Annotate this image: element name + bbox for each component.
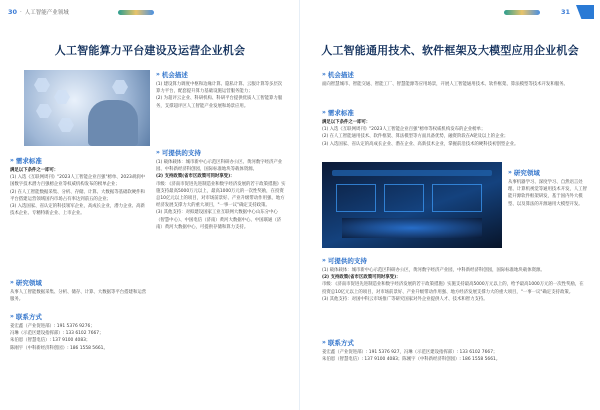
contact-line: 陈刚宇（中科新经济科创园）: 186 1558 5661。 [10,345,108,351]
right-page-number: 31 [560,8,570,16]
support-item: (2) 支持政策(省市区政策可同时享受)： [156,174,235,180]
need-item: (3) 入选国家、省认定的科技领军企业，高成长企业，潜力企业、高新技术企业、专精特新企业、上市企业。 [10,204,145,217]
left-contact-text [10,323,148,352]
left-header-decoration [118,10,154,15]
chevron-right-icon: » [10,313,14,320]
left-header-sep: · [20,9,22,15]
left-research-section [10,278,148,303]
contact-line: 朱伯恩（智慧电信）: 137 9100 4083； [10,338,91,344]
right-support-text [322,267,584,303]
right-contact-text [322,349,584,363]
need-item: 满足以下条件之一即可： [322,120,371,125]
left-opportunity-heading: » 机会描述 [156,71,188,79]
right-support-heading: » 可提供的支持 [322,257,367,265]
chevron-right-icon: » [10,157,14,164]
need-item: (1) 入选《互联网周刊》"2023人工智能企业百强"榜单、2023胡润中国数字技术潜力百强榜企业等权威机构发布的榜单企业； [10,175,145,188]
need-item: (2) 在人工智能数据采集、分析、存储、计算、大数据等基础软硬件和平台搭建运营领域国内市场占有率达到前五的企业； [10,189,145,202]
left-opportunity-text [156,81,286,110]
right-page [300,0,600,410]
left-contact-section [10,312,148,352]
left-support-text [156,159,286,231]
left-page-title: 人工智能算力平台建设及运营企业机会 [54,44,246,57]
left-research-heading: » 研究领域 [10,279,42,287]
contact-line: 姜宏鑫（产业促进部）: 191 5376 927，冯琳（示范区建设指挥部）: 133 6102 7667； [322,350,498,355]
opp-item: (1) 建设算力调度中枢和边缘计算、隐私计算、云服计算等多层次算力平台，配套提升算力基础设施运营服务能力； [156,82,283,95]
left-research-text: 从事人工智能数据采集、分析、储存、计算、大数据等平台搭建和运营服务。 [10,290,147,303]
contact-line: 姜宏鑫（产业促进部）: 191 5376 9276； [10,324,95,329]
chevron-right-icon: » [322,71,326,78]
support-item: 市级：《济南市促进先进制造业和数字经济发展的若干政策措施》实施支持最高5000万元以上的，给予最高1000万元的一次性奖励，在投资总10亿元以上的项目，对市场前景好、产业升级带动作用强、地方经济发展支撑力大的重大项目，"一事一议"确定支持政策。 [322,282,584,295]
left-support-section [156,148,286,231]
hex-decoration [54,90,70,104]
left-need-text [10,167,148,217]
corner-tag-decoration [576,5,594,19]
support-item: (1) 载体载体：城市新中心示范区科研办公区、黄河数字经济产业园、中科新经济科创园，国际标准地块等载体资源。 [156,160,283,173]
need-item: (2) 在人工智能通用技术、软件框架、算法模型等方面具备优势，融资阶段在A轮及以上的企业； [322,134,509,140]
right-need-section [322,108,584,148]
diagram-box [336,184,376,212]
need-item: 满足以下条件之一即可： [10,168,59,173]
chevron-right-icon: » [322,257,326,264]
contact-line: 冯琳（示范区建设指挥部）: 133 6102 7667； [10,331,104,337]
opp-item: (2) 为超评云企业、科研机构、科研平台提供优质人工智能算力服务，支撑超评区人工智能产业发展和场景应用。 [156,96,283,109]
right-need-text [322,119,584,148]
diagram-box [384,184,424,212]
chevron-right-icon: » [322,339,326,346]
right-contact-heading: » 联系方式 [322,339,354,347]
diagram-bar [332,170,492,176]
right-contact-section [322,338,584,363]
support-item: (1) 载体载体：城市新中心示范区科研办公区，黄河数字经济产业园，中科新经济科创园，国际标准地块载体资源。 [322,268,545,273]
need-item: (3) 入选国家、省认定的高成长企业、潜在企业、高新技术企业，掌握前沿技术的硬科技初创型企业。 [322,141,519,147]
left-page-header [8,8,69,16]
left-need-section [10,156,148,217]
diagram-glow [342,218,482,238]
hex-decoration [112,80,128,94]
right-research-section [508,168,590,208]
right-opportunity-text: 面向智慧城市、智能交通、智能工厂、智慧能源等应用场景，开展人工智能通用技术、软件框架、算法模型等技术开发和服务。 [322,82,568,87]
left-contact-heading: » 联系方式 [10,313,42,321]
support-item: (3) 其他支持：对国中科云市场推广等研究国家对外企业提供人才、技术和智力支持。 [322,296,488,302]
contact-line: 朱伯恩（智慧电信）: 137 9100 4083；陈刚宇（中科新经济科创园）: 186 1558 5661。 [322,357,501,363]
hex-decoration [34,78,50,92]
need-item: (1) 入选《互联网周刊》"2023人工智能企业百强"榜单等权威机构发布的企业榜单； [322,127,486,133]
chevron-right-icon: » [322,109,326,116]
diagram-box [432,184,482,212]
left-page-number: 30 [8,8,18,16]
chevron-right-icon: » [508,169,512,176]
right-research-heading: » 研究领域 [508,169,540,177]
chevron-right-icon: » [156,71,160,78]
chevron-right-icon: » [156,149,160,156]
right-header-decoration [504,10,540,15]
left-opportunity-section [156,70,286,110]
left-header-title: 人工智能产业领域 [24,10,69,16]
right-page-title: 人工智能通用技术、软件框架及大模型应用企业机会 [321,44,579,57]
hand-illustration [88,100,138,146]
left-support-heading: » 可提供的支持 [156,149,201,157]
right-opportunity-section [322,70,584,88]
right-need-heading: » 需求标准 [322,109,354,117]
support-item: (2) 支持政策(省市区政策可同时享受)： [322,275,401,281]
hex-decoration [36,104,52,118]
right-research-text: 从事机器学习、深度学习、自然语言处理、计算机视觉等通用技术开发，人工智能开源软件框架研发，基于国内外大模型、以及算法的开源通用大模型开发。 [508,180,588,207]
ai-platform-diagram-image [322,162,502,248]
right-page-header [561,8,570,16]
right-opportunity-heading: » 机会描述 [322,71,354,79]
chevron-right-icon: » [10,279,14,286]
support-item: (3) 其他支持：对拟建设国家工业互联网大数据中心山东分中心（智慧中心）、中国电信（济南）黄河大数据中心、中国联通（济南）黄河大数据中心，可提供存储和算力支持。 [156,210,282,230]
left-need-heading: » 需求标准 [10,157,42,165]
hex-decoration [58,118,74,132]
support-item: 市级：《济南市促进先进制造业和数字经济发展的若干政策措施》实施支持最高5000万元以上，最高1000万元的一次性奖励，在投资总10亿元以上的项目，对市场前景好、产业升级带动作用强、地方经济发展支撑力大的重大项目，"一事一议"确定支持政策。 [156,181,286,209]
ai-hand-photo [24,70,150,146]
right-support-section [322,256,584,303]
